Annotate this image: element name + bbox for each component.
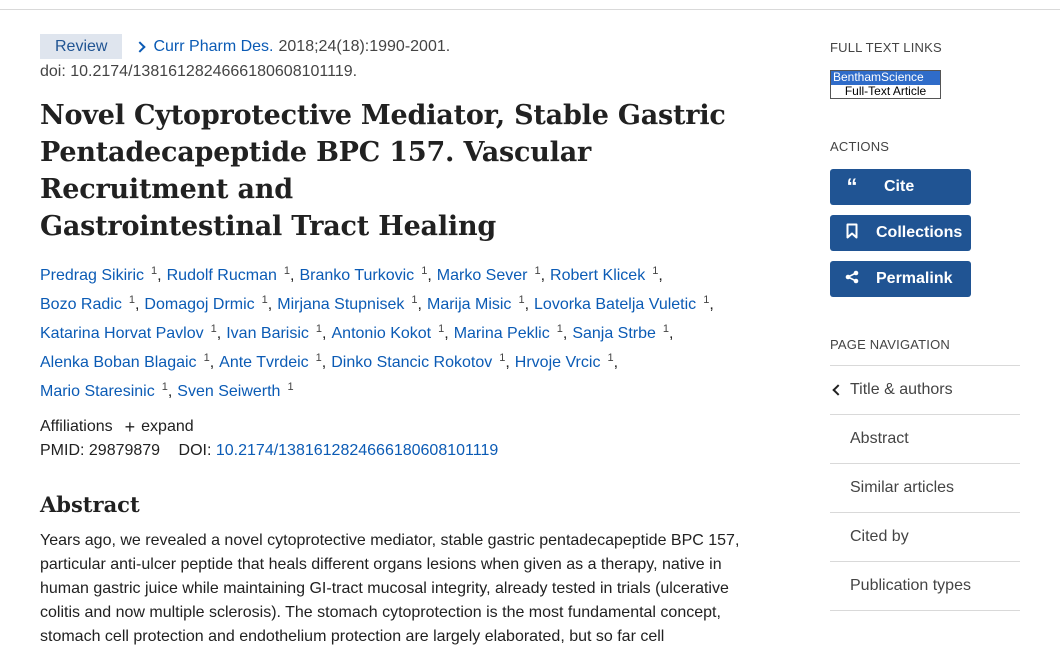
affiliation-number[interactable]: 1 bbox=[662, 323, 670, 335]
article-main bbox=[40, 34, 760, 649]
author-link[interactable]: Katarina Horvat Pavlov bbox=[40, 325, 204, 342]
publisher-logo-text: BenthamScience bbox=[831, 71, 940, 85]
author-separator: , bbox=[669, 325, 674, 342]
author-separator: , bbox=[209, 354, 215, 371]
expand-affiliations-button[interactable]: expand bbox=[141, 418, 194, 435]
author-separator: , bbox=[157, 267, 162, 284]
author-link[interactable]: Robert Klicek bbox=[550, 267, 646, 284]
affiliation-number[interactable]: 1 bbox=[411, 294, 418, 306]
author-separator: , bbox=[540, 267, 546, 284]
author-item bbox=[515, 354, 614, 371]
author-item bbox=[219, 354, 322, 371]
author-item bbox=[167, 267, 290, 284]
author-link[interactable]: Marina Peklic bbox=[453, 325, 550, 342]
citation-line bbox=[40, 34, 760, 59]
actions-heading: ACTIONS bbox=[830, 139, 890, 154]
affiliation-number[interactable]: 1 bbox=[315, 323, 323, 335]
doi-label: DOI: bbox=[178, 442, 212, 459]
affiliation-number[interactable]: 1 bbox=[203, 352, 210, 364]
authors-list bbox=[40, 259, 760, 404]
author-item bbox=[277, 296, 417, 313]
author-link[interactable]: Hrvoje Vrcic bbox=[514, 354, 601, 371]
author-row bbox=[40, 259, 760, 288]
affiliation-number[interactable]: 1 bbox=[151, 265, 158, 277]
sidebar bbox=[830, 40, 1020, 611]
author-separator: , bbox=[524, 296, 530, 313]
bookmark-icon bbox=[842, 223, 862, 244]
affiliation-number[interactable]: 1 bbox=[161, 381, 168, 393]
nav-cited-by[interactable]: Cited by bbox=[830, 513, 1020, 562]
full-text-article-label: Full-Text Article bbox=[831, 85, 940, 98]
author-link[interactable]: Branko Turkovic bbox=[299, 267, 415, 284]
author-link[interactable]: Dinko Stancic Rokotov bbox=[331, 354, 493, 371]
author-link[interactable]: Bozo Radic bbox=[40, 296, 122, 313]
author-link[interactable]: Antonio Kokot bbox=[331, 325, 432, 342]
review-badge: Review bbox=[40, 34, 122, 59]
journal-link[interactable]: Curr Pharm Des. bbox=[153, 37, 274, 55]
author-separator: , bbox=[134, 296, 140, 313]
author-separator: , bbox=[427, 267, 432, 284]
author-separator: , bbox=[322, 325, 327, 342]
article-title: Novel Cytoprotective Mediator, Stable Gastric Pentadecapeptide BPC 157. Vascular Recruitment and Gastrointestinal Tract Healing bbox=[40, 100, 726, 242]
author-item bbox=[299, 267, 427, 284]
affiliation-number[interactable]: 1 bbox=[652, 265, 659, 277]
top-divider bbox=[0, 0, 1060, 10]
author-item bbox=[226, 325, 322, 342]
affiliation-number[interactable]: 1 bbox=[556, 323, 563, 335]
full-text-links-heading: FULL TEXT LINKS bbox=[830, 40, 942, 55]
nav-title-authors[interactable]: Title & authors bbox=[830, 366, 1020, 415]
affiliations-label: Affiliations bbox=[40, 418, 113, 435]
citation-details: 2018;24(18):1990-2001. bbox=[278, 37, 451, 55]
affiliations-row bbox=[40, 416, 760, 438]
abstract-text: Years ago, we revealed a novel cytoprotective mediator, stable gastric pentadecapeptide BPC 157, particular anti-ulcer peptide that heals different organs lesions when given as a therapy, native in human gastric juice while maintaining GI-tract mucosal integrity, already tested in trials (ulcerative colitis and now multiple sclerosis). The stomach cytoprotection is the most fundamental concept, stomach cell protection and endothelium protection are largely elaborated, but so far cell bbox=[40, 532, 740, 645]
share-icon bbox=[842, 270, 862, 289]
author-item bbox=[40, 325, 217, 342]
author-separator: , bbox=[417, 296, 422, 313]
affiliation-number[interactable]: 1 bbox=[534, 265, 541, 277]
author-item bbox=[331, 354, 505, 371]
chevron-right-icon bbox=[135, 41, 146, 52]
author-row bbox=[40, 346, 760, 375]
author-separator: , bbox=[321, 354, 327, 371]
page-navigation-heading: PAGE NAVIGATION bbox=[830, 337, 951, 352]
author-separator: , bbox=[444, 325, 449, 342]
author-link[interactable]: Alenka Boban Blagaic bbox=[40, 354, 197, 371]
author-item bbox=[534, 296, 709, 313]
abstract-heading: Abstract bbox=[40, 492, 140, 517]
pmid: PMID: 29879879 bbox=[40, 442, 161, 459]
author-row bbox=[40, 375, 760, 404]
author-separator: , bbox=[267, 296, 273, 313]
author-separator: , bbox=[505, 354, 510, 371]
author-link[interactable]: Rudolf Rucman bbox=[166, 267, 277, 284]
author-separator: , bbox=[216, 325, 222, 342]
author-item bbox=[454, 325, 563, 342]
affiliation-number[interactable]: 1 bbox=[315, 352, 322, 364]
author-item bbox=[40, 383, 168, 400]
author-item bbox=[427, 296, 525, 313]
author-row bbox=[40, 317, 760, 346]
affiliation-number[interactable]: 1 bbox=[283, 265, 291, 277]
permalink-button[interactable]: Permalink bbox=[830, 261, 971, 297]
author-item bbox=[332, 325, 445, 342]
affiliation-number[interactable]: 1 bbox=[421, 265, 428, 277]
quote-icon: “ bbox=[846, 174, 858, 199]
nav-publication-types[interactable]: Publication types bbox=[830, 562, 1020, 611]
doi-link[interactable]: 10.2174/1381612824666180608101119 bbox=[215, 442, 499, 459]
author-item bbox=[572, 325, 669, 342]
author-link[interactable]: Lovorka Batelja Vuletic bbox=[534, 296, 697, 313]
author-item bbox=[177, 383, 293, 400]
author-separator: , bbox=[658, 267, 663, 284]
author-link[interactable]: Mario Staresinic bbox=[40, 383, 155, 400]
collections-button[interactable]: Collections bbox=[830, 215, 971, 251]
affiliation-number[interactable]: 1 bbox=[287, 381, 294, 393]
author-separator: , bbox=[709, 296, 714, 313]
page-navigation-list bbox=[830, 365, 1020, 611]
author-item bbox=[144, 296, 267, 313]
plus-icon[interactable]: + bbox=[124, 416, 136, 437]
author-link[interactable]: Sven Seiwerth bbox=[177, 383, 281, 400]
benthamscience-full-text-link[interactable] bbox=[830, 70, 941, 99]
chevron-left-icon bbox=[832, 384, 843, 395]
author-item bbox=[40, 296, 135, 313]
affiliation-number[interactable]: 1 bbox=[499, 352, 506, 364]
affiliation-number[interactable]: 1 bbox=[261, 294, 268, 306]
author-separator: , bbox=[167, 383, 173, 400]
author-separator: , bbox=[613, 354, 619, 371]
identifiers bbox=[40, 442, 760, 464]
affiliation-number[interactable]: 1 bbox=[128, 294, 135, 306]
author-link[interactable]: Mirjana Stupnisek bbox=[277, 296, 405, 313]
author-link[interactable]: Marija Misic bbox=[426, 296, 512, 313]
author-link[interactable]: Predrag Sikiric bbox=[40, 267, 145, 284]
author-item bbox=[550, 267, 658, 284]
affiliation-number[interactable]: 1 bbox=[518, 294, 525, 306]
author-link[interactable]: Ante Tvrdeic bbox=[219, 354, 309, 371]
author-row bbox=[40, 288, 760, 317]
author-separator: , bbox=[562, 325, 568, 342]
author-separator: , bbox=[290, 267, 295, 284]
author-link[interactable]: Domagoj Drmic bbox=[144, 296, 255, 313]
author-item bbox=[40, 354, 210, 371]
affiliation-number[interactable]: 1 bbox=[210, 323, 217, 335]
affiliation-number[interactable]: 1 bbox=[607, 352, 614, 364]
nav-similar-articles[interactable]: Similar articles bbox=[830, 464, 1020, 513]
author-link[interactable]: Marko Sever bbox=[436, 267, 528, 284]
nav-abstract[interactable]: Abstract bbox=[830, 415, 1020, 464]
cite-button[interactable]: “ Cite bbox=[830, 169, 971, 205]
affiliation-number[interactable]: 1 bbox=[703, 294, 710, 306]
author-item bbox=[437, 267, 541, 284]
author-link[interactable]: Ivan Barisic bbox=[226, 325, 309, 342]
doi-line: doi: 10.2174/1381612824666180608101119. bbox=[40, 63, 358, 80]
affiliation-number[interactable]: 1 bbox=[438, 323, 445, 335]
author-item bbox=[40, 267, 157, 284]
author-link[interactable]: Sanja Strbe bbox=[572, 325, 656, 342]
